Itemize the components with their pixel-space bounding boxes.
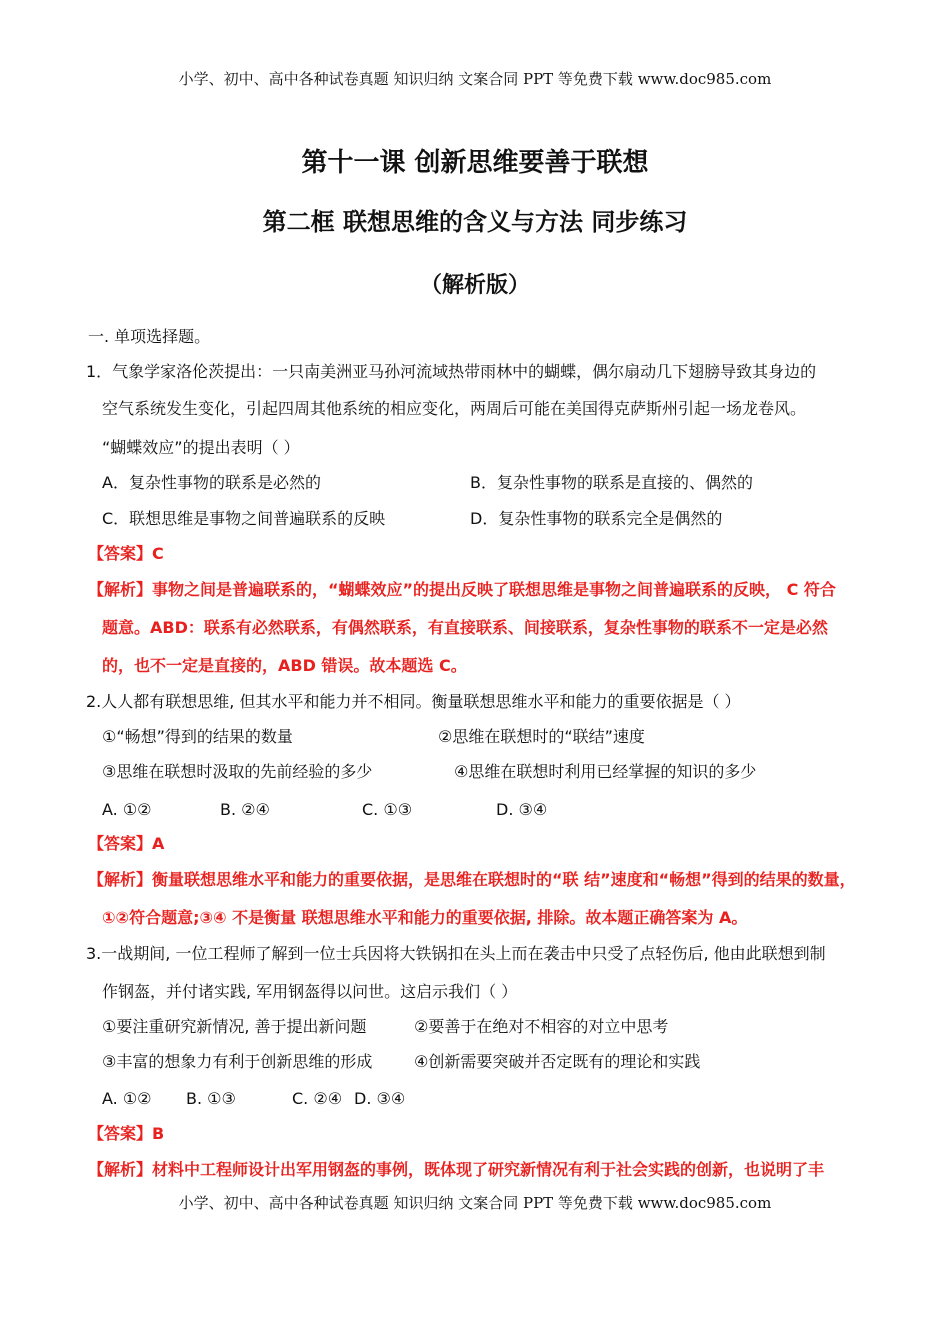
lesson-title: 第十一课 创新思维要善于联想 (301, 148, 649, 178)
edition-label: （解析版） (419, 273, 530, 298)
lesson-subtitle: 第二框 联想思维的含义与方法 同步练习 (262, 208, 688, 236)
q3-option-c: C. ②④ (292, 1089, 343, 1108)
q1-answer: 【答案】C (88, 544, 164, 563)
q1-stem-line3: “蝴蝶效应”的提出表明（ ） (102, 438, 300, 457)
q3-option-d: D. ③④ (354, 1089, 406, 1108)
q2-item-2: ②思维在联想时的“联结”速度 (438, 727, 645, 746)
q1-analysis-line2: 题意。ABD：联系有必然联系，有偶然联系，有直接联系、间接联系，复杂性事物的联系不一定是必然 (102, 618, 828, 637)
q2-option-d: D. ③④ (496, 800, 548, 819)
q2-option-a: A. ①② (102, 800, 152, 819)
q3-item-3: ③丰富的想象力有利于创新思维的形成 (102, 1052, 373, 1071)
q2-option-b: B. ②④ (220, 800, 270, 819)
q2-analysis-line2: ①②符合题意;③④ 不是衡量 联想思维水平和能力的重要依据, 排除。故本题正确答案为 A。 (102, 908, 748, 927)
q1-analysis-line1: 【解析】事物之间是普遍联系的，“蝴蝶效应”的提出反映了联想思维是事物之间普遍联系的反映， C 符合 (88, 580, 836, 599)
q2-answer: 【答案】A (88, 834, 165, 853)
q3-item-1: ①要注重研究新情况, 善于提出新问题 (102, 1017, 367, 1036)
q1-option-d: D．复杂性事物的联系完全是偶然的 (470, 509, 723, 528)
q2-item-4: ④思维在联想时利用已经掌握的知识的多少 (454, 762, 757, 781)
q3-item-2: ②要善于在绝对不相容的对立中思考 (414, 1017, 669, 1036)
q3-stem-line2: 作钢盔，并付诸实践, 军用钢盔得以问世。这启示我们（ ） (102, 982, 518, 1001)
q3-analysis-line1: 【解析】材料中工程师设计出军用钢盔的事例，既体现了研究新情况有利于社会实践的创新，也说明了丰 (88, 1160, 825, 1179)
section-heading: 一. 单项选择题。 (88, 327, 211, 346)
q2-option-c: C. ①③ (362, 800, 413, 819)
q2-stem: 2.人人都有联想思维, 但其水平和能力并不相同。衡量联想思维水平和能力的重要依据是（ ） (86, 692, 741, 711)
q1-analysis-line3: 的，也不一定是直接的，ABD 错误。故本题选 C。 (102, 656, 467, 675)
q3-option-a: A. ①② (102, 1089, 152, 1108)
q1-option-a: A．复杂性事物的联系是必然的 (102, 473, 321, 492)
q3-answer: 【答案】B (88, 1124, 165, 1143)
q3-item-4: ④创新需要突破并否定既有的理论和实践 (414, 1052, 701, 1071)
q3-option-b: B. ①③ (186, 1089, 236, 1108)
q1-stem-line2: 空气系统发生变化，引起四周其他系统的相应变化，两周后可能在美国得克萨斯州引起一场龙卷风。 (102, 399, 807, 418)
q2-analysis-line1: 【解析】衡量联想思维水平和能力的重要依据，是思维在联想时的“联 结”速度和“畅想”得到的结果的数量， (88, 870, 856, 889)
q1-stem-line1: 1．气象学家洛伦茨提出：一只南美洲亚马孙河流域热带雨林中的蝴蝶，偶尔扇动几下翅膀导致其身边的 (86, 362, 817, 381)
page-footer: 小学、初中、高中各种试卷真题 知识归纳 文案合同 PPT 等免费下载 www.doc985.com (178, 1194, 772, 1212)
q1-option-c: C．联想思维是事物之间普遍联系的反映 (102, 509, 386, 528)
q1-option-b: B．复杂性事物的联系是直接的、偶然的 (470, 473, 753, 492)
q2-item-3: ③思维在联想时汲取的先前经验的多少 (102, 762, 373, 781)
q3-stem-line1: 3.一战期间, 一位工程师了解到一位士兵因将大铁锅扣在头上而在袭击中只受了点轻伤后, 他由此联想到制 (86, 944, 826, 963)
page-header: 小学、初中、高中各种试卷真题 知识归纳 文案合同 PPT 等免费下载 www.doc985.com (178, 70, 772, 88)
q2-item-1: ①“畅想”得到的结果的数量 (102, 727, 293, 746)
